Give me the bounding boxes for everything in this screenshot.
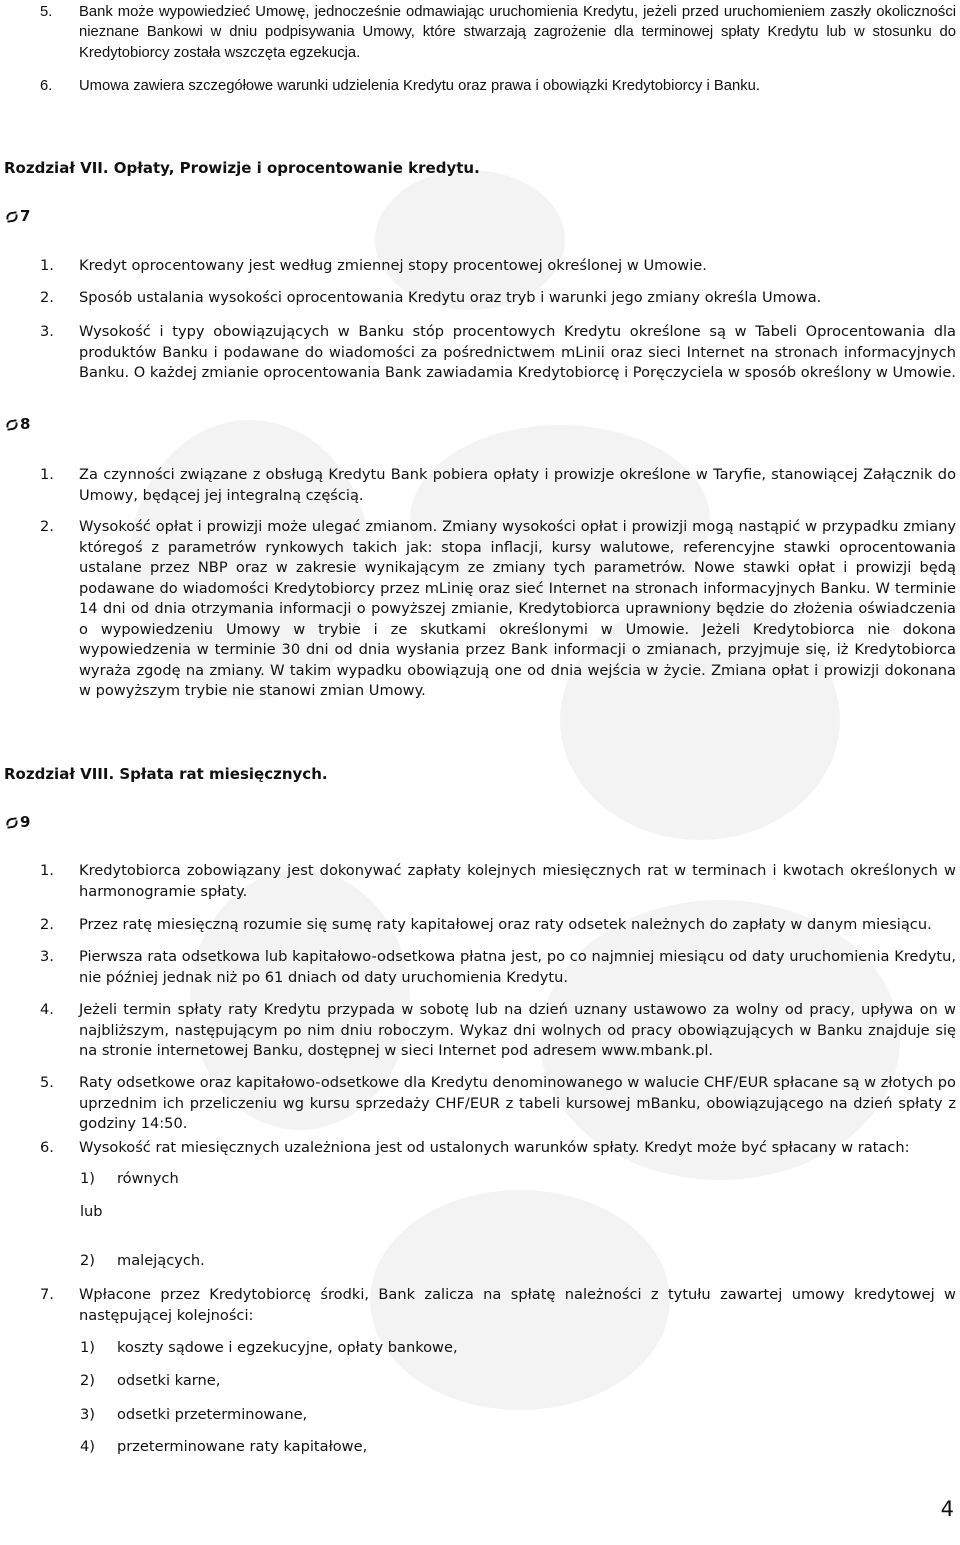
item-number: 1.: [40, 466, 54, 483]
sub-item-text: odsetki przeterminowane,: [117, 1406, 308, 1423]
sub-list-item: [80, 1437, 367, 1457]
item-number: 2.: [40, 518, 54, 535]
sub-item-text: koszty sądowe i egzekucyjne, opłaty bankowe,: [117, 1339, 458, 1356]
list-item: [40, 861, 956, 902]
section-marker: [4, 812, 30, 832]
section-number: 7: [20, 207, 31, 225]
item-text: Umowa zawiera szczegółowe warunki udzielenia Kredytu oraz prawa i obowiązki Kredytobiorcy i Banku.: [79, 78, 760, 94]
item-text: Bank może wypowiedzieć Umowę, jednocześnie odmawiając uruchomienia Kredytu, jeżeli przed uruchomieniem zaszły okoliczności nieznane Bankowi w dniu podpisywania Umowy, które stwarzają zagrożenie dla terminowej spłaty Kredytu lub w stosunku do Kredytobiorcy została wszczęta egzekucja.: [79, 4, 956, 61]
list-item: [40, 947, 956, 988]
list-item: [40, 322, 956, 384]
list-item: [40, 915, 956, 936]
page-number: 4: [940, 1497, 954, 1521]
sub-list-item: [80, 1169, 179, 1189]
sub-item-number: 3): [80, 1406, 95, 1423]
section-number: 8: [20, 415, 31, 433]
sub-list-item: [80, 1251, 205, 1271]
item-number: 5.: [40, 4, 53, 20]
sub-list-item: [80, 1405, 307, 1425]
chapter-heading: Rozdział VII. Opłaty, Prowizje i oprocentowanie kredytu.: [4, 159, 480, 177]
list-item: [40, 1000, 956, 1062]
item-text: Pierwsza rata odsetkowa lub kapitałowo-odsetkowa płatna jest, po co najmniej miesiącu od daty uruchomienia Kredytu, nie później jednak niż po 61 dniach od daty uruchomienia Kredytu.: [79, 948, 956, 986]
list-item: [40, 1138, 956, 1159]
list-item: [40, 465, 956, 506]
item-text: Wysokość i typy obowiązujących w Banku stóp procentowych Kredytu określone są w Tabeli Oprocentowania dla produktów Banku i podawane do wiadomości za pośrednictwem mLinii oraz sieci Internet na stronach informacyjnych Banku. O każdej zmianie oprocentowania Bank zawiadamia Kredytobiorcę i Poręczyciela w sposób określony w Umowie.: [79, 323, 956, 381]
item-number: 2.: [40, 289, 54, 306]
item-number: 7.: [40, 1286, 54, 1303]
item-text: Wpłacone przez Kredytobiorcę środki, Bank zalicza na spłatę należności z tytułu zawartej umowy kredytowej w następującej kolejności:: [79, 1286, 956, 1324]
list-item: [40, 1073, 956, 1135]
item-text: Sposób ustalania wysokości oprocentowania Kredytu oraz tryb i warunki jego zmiany określa Umowa.: [79, 289, 822, 306]
item-number: 3.: [40, 948, 54, 965]
sub-item-text: odsetki karne,: [117, 1372, 221, 1389]
sub-item-number: 2): [80, 1372, 95, 1389]
sub-item-text: lub: [80, 1203, 103, 1220]
section-sign-icon: [4, 812, 20, 832]
list-item: [40, 256, 956, 277]
sub-item-text: malejących.: [117, 1252, 205, 1269]
item-text: Kredyt oprocentowany jest według zmiennej stopy procentowej określonej w Umowie.: [79, 257, 707, 274]
item-text: Za czynności związane z obsługą Kredytu Bank pobiera opłaty i prowizje określone w Taryfie, stanowiącej Załącznik do Umowy, będącej jej integralną częścią.: [79, 466, 956, 504]
sub-list-item: [80, 1338, 458, 1358]
sub-item-number: 4): [80, 1438, 95, 1455]
item-text: Kredytobiorca zobowiązany jest dokonywać zapłaty kolejnych miesięcznych rat w terminach i kwotach określonych w harmonogramie spłaty.: [79, 862, 956, 900]
sub-item-number: 1): [80, 1170, 95, 1187]
sub-item-text: równych: [117, 1170, 179, 1187]
item-text: Wysokość rat miesięcznych uzależniona jest od ustalonych warunków spłaty. Kredyt może być spłacany w ratach:: [79, 1139, 910, 1156]
list-item: [40, 1285, 956, 1326]
item-number: 5.: [40, 1074, 54, 1091]
sub-list-item: [80, 1202, 103, 1222]
list-item: [40, 517, 956, 702]
item-text: Raty odsetkowe oraz kapitałowo-odsetkowe dla Kredytu denominowanego w walucie CHF/EUR spłacane są w złotych po uprzednim ich przeliczeniu wg kursu sprzedaży CHF/EUR z tabeli kursowej mBanku, obowiązującego na dzień spłaty z godziny 14:50.: [79, 1074, 956, 1132]
list-item: [40, 76, 956, 96]
item-number: 1.: [40, 257, 54, 274]
item-text: Wysokość opłat i prowizji może ulegać zmianom. Zmiany wysokości opłat i prowizji mogą nastąpić w przypadku zmiany któregoś z parametrów rynkowych takich jak: stopa inflacji, kursy walutowe, referencyjne stawki oprocentowania ustalane przez NBP oraz w zakresie wynikającym ze zmiany tych parametrów. Nowe stawki opłat i prowizji będą podawane do wiadomości Kredytobiorcy przez mLinię oraz sieć Internet na stronach informacyjnych Banku. W terminie 14 dni od dnia otrzymania informacji o powyższej zmianie, Kredytobiorca uprawniony będzie do złożenia oświadczenia o wypowiedzeniu Umowy w trybie i ze skutkami określonymi w Umowie. Jeżeli Kredytobiorca nie dokona wypowiedzenia w terminie 30 dni od dnia wysłania przez Bank informacji o zmianach, przyjmuje się, iż Kredytobiorca wyraża zgodę na zmiany. W takim wypadku obowiązują one od dnia wejścia w życie. Zmiana opłat i prowizji dokonana w powyższym trybie nie stanowi zmian Umowy.: [79, 518, 956, 699]
chapter-heading: Rozdział VIII. Spłata rat miesięcznych.: [4, 765, 328, 783]
list-item: [40, 288, 956, 309]
section-number: 9: [20, 813, 31, 831]
section-marker: [4, 414, 30, 434]
sub-item-number: 2): [80, 1252, 95, 1269]
section-marker: [4, 206, 30, 226]
item-number: 4.: [40, 1001, 54, 1018]
section-sign-icon: [4, 206, 20, 226]
sub-list-item: [80, 1371, 220, 1391]
item-number: 6.: [40, 78, 53, 94]
section-sign-icon: [4, 414, 20, 434]
item-number: 3.: [40, 323, 54, 340]
item-text: Przez ratę miesięczną rozumie się sumę raty kapitałowej oraz raty odsetek należnych do zapłaty w danym miesiącu.: [79, 916, 932, 933]
sub-item-number: 1): [80, 1339, 95, 1356]
sub-item-text: przeterminowane raty kapitałowe,: [117, 1438, 368, 1455]
item-number: 2.: [40, 916, 54, 933]
list-item: [40, 2, 956, 63]
item-number: 1.: [40, 862, 54, 879]
item-number: 6.: [40, 1139, 54, 1156]
item-text: Jeżeli termin spłaty raty Kredytu przypada w sobotę lub na dzień uznany ustawowo za wolny od pracy, upływa on w najbliższym, następującym po nim dniu roboczym. Wykaz dni wolnych od pracy obowiązujących w Banku znajduje się na stronie internetowej Banku, dostępnej w sieci Internet pod adresem www.mbank.pl.: [79, 1001, 956, 1059]
